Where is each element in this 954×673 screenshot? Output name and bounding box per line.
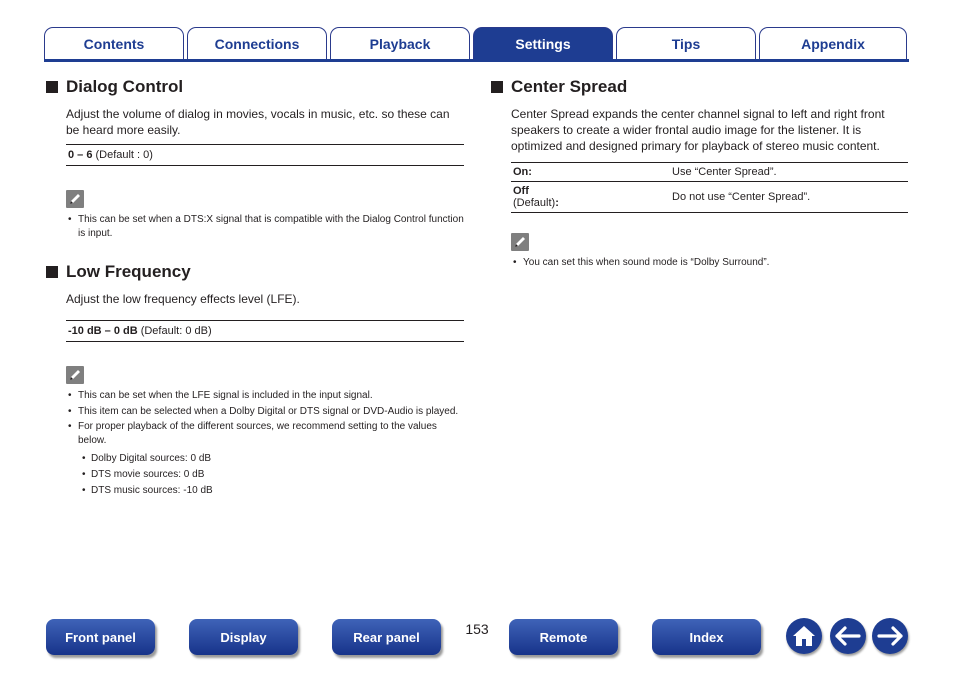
range-default: (Default: 0 dB) [140,325,212,337]
list-item: • DTS music sources: -10 dB [82,483,464,499]
button-label: Rear panel [353,629,420,645]
center-spread-table [511,162,908,213]
list-item: • You can set this when sound mode is “Dolby Surround”. [511,256,909,270]
table-value: Do not use “Center Spread”. [670,182,908,213]
row-key: Off [513,185,529,197]
left-column [46,76,464,499]
tab-connections[interactable] [187,27,327,60]
row-key-suffix: : [528,166,532,178]
top-tab-bar [44,27,909,63]
forward-arrow-icon [877,626,903,646]
forward-button[interactable] [872,618,908,654]
low-frequency-notes [66,389,464,448]
tab-baseline [44,59,909,62]
tab-label: Playback [369,36,431,52]
range-value: 0 – 6 [68,149,93,161]
tab-contents[interactable] [44,27,184,60]
list-item: • This can be set when a DTS:X signal that is compatible with the Dialog Control function is input. [66,213,464,241]
dialog-control-range [66,144,464,166]
home-button[interactable] [786,618,822,654]
button-label: Display [220,629,267,645]
dialog-control-description: Adjust the volume of dialog in movies, vocals in music, etc. so these can be heard more easily. [66,107,450,137]
low-frequency-description: Adjust the low frequency effects level (LFE). [66,292,300,306]
back-arrow-icon [835,626,861,646]
index-button[interactable] [652,619,761,655]
list-item: • For proper playback of the different sources, we recommend setting to the values below. [66,420,464,448]
low-frequency-range [66,320,464,342]
tab-label: Connections [214,36,300,52]
list-item: • DTS movie sources: 0 dB [82,467,464,483]
center-spread-heading [491,76,909,98]
square-bullet-icon [491,81,503,93]
tab-label: Contents [83,36,145,52]
center-spread-description: Center Spread expands the center channel signal to left and right front speakers to create a wider frontal audio image for the listener. It is optimized and designed primary for playback of stereo music content. [511,107,885,153]
table-value: Use “Center Spread”. [670,163,908,182]
home-icon [791,624,817,648]
table-key [511,163,670,182]
low-frequency-subnotes [82,451,464,499]
tab-playback[interactable] [330,27,470,60]
row-key: On [513,166,529,178]
button-label: Index [689,629,724,645]
list-item: • This can be set when the LFE signal is included in the input signal. [66,389,464,403]
list-item: • Dolby Digital sources: 0 dB [82,451,464,467]
center-spread-notes [511,256,909,270]
row-key-sub: (Default) [513,197,556,209]
dialog-control-notes [66,213,464,241]
page-number: 153 [465,621,489,637]
tab-label: Tips [671,36,701,52]
pencil-note-icon [511,233,529,251]
front-panel-button[interactable] [46,619,155,655]
square-bullet-icon [46,266,58,278]
right-column [491,76,909,272]
row-key-suffix: : [555,197,559,209]
remote-button[interactable] [509,619,618,655]
list-item: • This item can be selected when a Dolby Digital or DTS signal or DVD-Audio is played. [66,405,464,419]
low-frequency-heading [46,261,464,283]
dialog-control-heading [46,76,464,98]
square-bullet-icon [46,81,58,93]
table-key [511,182,670,213]
low-frequency-title: Low Frequency [66,262,191,281]
tab-label: Appendix [801,36,865,52]
tab-settings[interactable] [473,27,613,60]
button-label: Front panel [65,629,136,645]
table-row [511,163,908,182]
tab-tips[interactable] [616,27,756,60]
pencil-note-icon [66,190,84,208]
dialog-control-title: Dialog Control [66,77,184,96]
tab-label: Settings [515,36,571,52]
button-label: Remote [539,629,588,645]
pencil-note-icon [66,366,84,384]
range-value: -10 dB – 0 dB [68,325,138,337]
back-button[interactable] [830,618,866,654]
table-row [511,182,908,213]
tab-appendix[interactable] [759,27,907,60]
center-spread-title: Center Spread [511,77,628,96]
display-button[interactable] [189,619,298,655]
rear-panel-button[interactable] [332,619,441,655]
range-default: (Default : 0) [95,149,153,161]
